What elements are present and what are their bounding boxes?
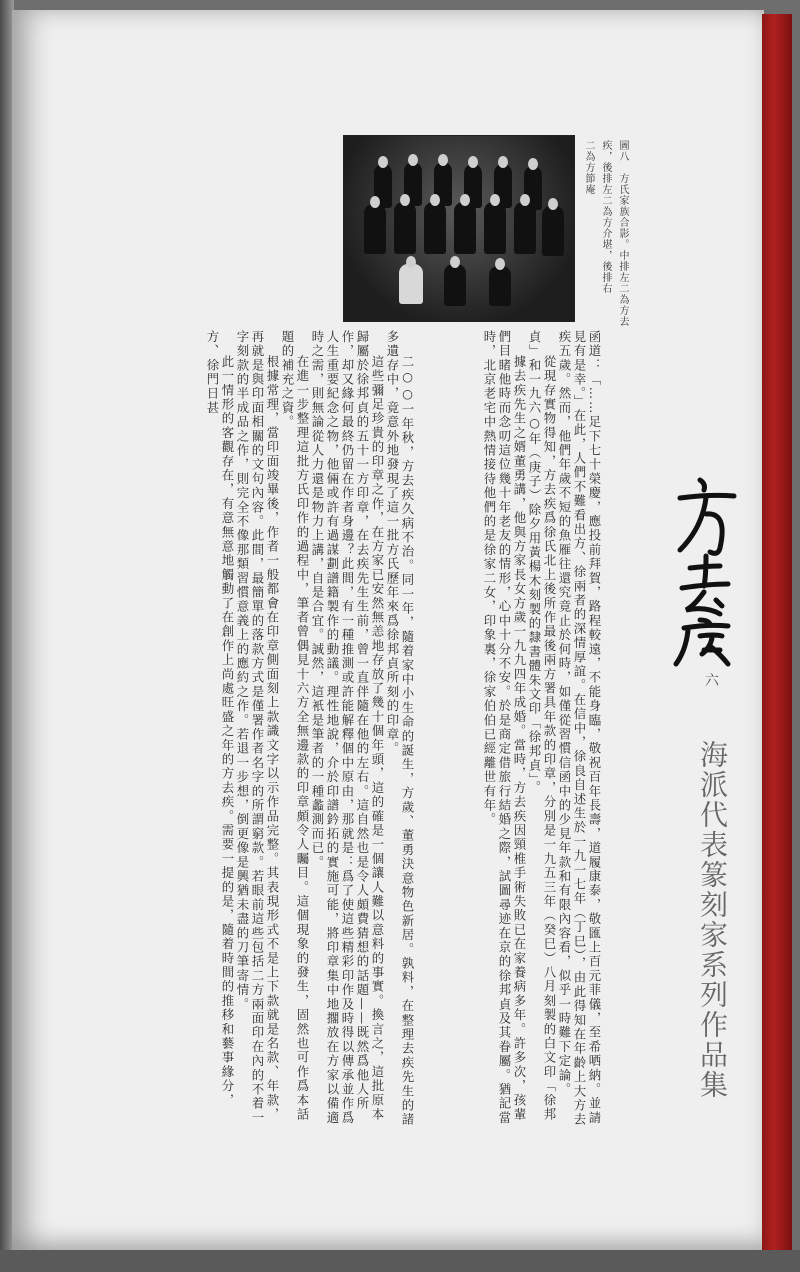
page-number: 六 bbox=[705, 673, 719, 689]
photo-face bbox=[450, 256, 460, 268]
red-cover-edge bbox=[762, 14, 792, 1254]
paragraph: 函道：「……足下七十榮慶，應投前拜賀，路程較遠，不能身臨，敬祝百年長壽，道履康泰，敬匯上百元菲儀，至希哂納。並請見有是幸。」在此，人們不難看出方、徐兩者的深情厚誼。在信中，徐良自述生於一九一七年（丁巳），由此得知在年齡上大方去疾五歲。然而，他們年歲不短的魚雁往還究竟止於何時，如僅從習慣信函中的少見年款和有限內容看，似乎一時難下定論。 bbox=[557, 330, 602, 1127]
photo-face bbox=[490, 194, 500, 206]
photo-person bbox=[394, 202, 416, 254]
photo-person bbox=[484, 202, 506, 254]
family-group-photo bbox=[343, 135, 575, 322]
paragraph: 從現存實物得知，方去疾爲徐氏北上後所作最後兩方署具年款的印章，分別是一九五三年（癸巳）八月刻製的白文印「徐邦貞」和一九六○年（庚子）除夕用黃楊木刻製的隸書體朱文印「徐邦貞」。 bbox=[527, 330, 557, 1122]
caption-line: 疾，後排左二為方介堪，後排右 bbox=[600, 140, 611, 294]
photo-person bbox=[364, 204, 386, 254]
caption-line: 二為方節庵 bbox=[583, 140, 594, 195]
photo-person bbox=[514, 202, 536, 254]
photo-caption bbox=[580, 140, 631, 330]
photo-face bbox=[460, 194, 470, 206]
photo-face bbox=[408, 154, 418, 166]
photo-person bbox=[542, 206, 564, 256]
paragraph: 這些彌足珍貴的印章之作，在方家已安然無恙地存放了幾十個年頭，這的確是一個讓人難以意料的事實。換言之，這批原本歸屬於徐邦貞的五十一方印章，在去疾先生生前，曾一直伴隨在他的左右。這自然也是令人頗費猜想的話題——既然爲他人所作，却又緣何最終仍留在作者身邊？此間，有一種推測或許能解釋個中原由，那就是：爲了使這些精彩印作及時得以傳承並作爲人生重要紀念之物，他倆或許有過謀劃譜籍製作的動議。理性地說，介於印譜鈐拓的實施可能，將印章集中地擱放在方家以備適時之需，則無論從人力還是物力上講，自是合宜。誠然，這衹是筆者的一種蠡測而已。 bbox=[310, 330, 385, 1126]
photo-face bbox=[378, 156, 388, 168]
bottom-shadow bbox=[0, 1250, 800, 1272]
photo-face bbox=[495, 258, 505, 270]
paragraph: 在進一步整理這批方氏印作的過程中，筆者曾偶見十六方全無邊款的印章頗令人矚目。這個現象的發生，固然也可作爲本話題的補充之資。 bbox=[280, 330, 310, 1122]
photo-face bbox=[468, 156, 478, 168]
paragraph: 此一情形的客觀存在，有意無意地觸動了在創作上尚處旺盛之年的方去疾。需要一提的是，隨着時間的推移和藝事緣分，方、徐門日甚 bbox=[205, 330, 235, 1108]
photo-face bbox=[548, 198, 558, 210]
photo-face bbox=[370, 196, 380, 208]
paragraph: 根據常理，當印面竣畢後，作者一般都會在印章側面刻上款識文字以示作品完整。其表現形式不是上下款就是名款、年款，再就是與印面相關的文句內容。此間，最簡單的落款方式是僅署作者名字的所謂窮款。若眼前這些包括二方兩面印在內的不着一字刻款的半成品之作，則完全不像那類習慣意義上的應約之作。若退一步想，倒更像是興猶未盡的刀筆寄情。 bbox=[235, 330, 280, 1126]
photo-person bbox=[489, 266, 511, 306]
calligraphy-signature bbox=[660, 470, 750, 670]
photo-person bbox=[444, 264, 466, 306]
photo-face bbox=[430, 194, 440, 206]
series-title: 海派代表篆刻家系列作品集 bbox=[696, 740, 729, 1100]
paragraph: 二○○一年秋，方去疾久病不治。同一年，隨着家中小生命的誕生，方歲、董勇決意物色新居。孰料，在整理去疾先生的諸多遺存中，竟意外地發現了這一批方氏歷年來爲徐邦貞所刻的印章。 bbox=[385, 330, 415, 1127]
photo-face bbox=[520, 194, 530, 206]
photo-face bbox=[400, 194, 410, 206]
photo-face bbox=[406, 256, 416, 268]
photo-face bbox=[438, 154, 448, 166]
photo-person bbox=[424, 202, 446, 254]
caption-line: 圖八 方氏家族合影。中排左二為方去 bbox=[617, 140, 628, 327]
photo-person bbox=[399, 264, 423, 304]
photo-person bbox=[454, 202, 476, 254]
paragraph: 據去疾先生之婿董勇講，他與方家長女方歲一九九四年成婚。當時，方去疾因頸椎手術失敗已在家養病多年。許多次，孩輩們目睹他時而念叨這位幾十年老友的情形，心中十分不安。於是商定借旅行結婚之際，試圖尋迹在京的徐邦貞及其眷屬。猶記當時，北京老宅中熱情接待他們的是徐家二女，印象裏，徐家伯伯已經離世有年。 bbox=[482, 330, 527, 1126]
body-text-lower bbox=[85, 330, 415, 1130]
photo-face bbox=[498, 156, 508, 168]
photo-face bbox=[528, 158, 538, 170]
